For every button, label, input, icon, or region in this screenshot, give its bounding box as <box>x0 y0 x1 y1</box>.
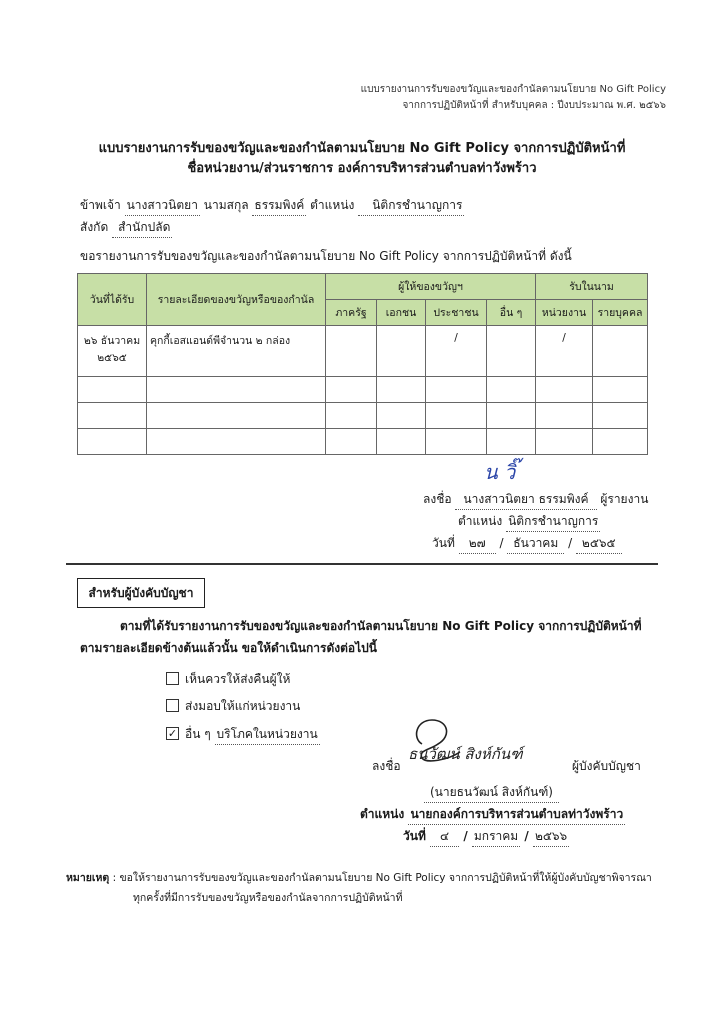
commander-date-line: วันที่ ๔ / มกราคม / ๒๕๖๖ <box>403 827 569 847</box>
sign-label: ลงชื่อ <box>423 492 452 506</box>
option-other[interactable] <box>166 725 320 745</box>
commander-text-line1: ตามที่ได้รับรายงานการรับของขวัญและของกำนัลตามนโยบาย No Gift Policy จากการปฏิบัติหน้าที่ <box>120 619 642 633</box>
sign-date-month: ธันวาคม <box>507 534 564 554</box>
commander-date-month: มกราคม <box>472 827 520 847</box>
header-government: ภาครัฐ <box>326 300 377 326</box>
commander-section-box: สำหรับผู้บังคับบัญชา <box>77 578 205 608</box>
option-return-checkbox[interactable] <box>166 672 179 685</box>
reporter-sign-name: นางสาวนิตยา ธรรมพิงค์ <box>455 490 596 510</box>
reporter-position: นิติกรชำนาญการ <box>358 196 464 216</box>
reporter-prefix: ข้าพเจ้า <box>80 198 121 212</box>
section-divider <box>66 563 658 565</box>
reporter-dept: สำนักปลัด <box>112 218 172 238</box>
agency-title: ชื่อหน่วยงาน/ส่วนราชการ องค์การบริหารส่วนตำบลท่าวังพร้าว <box>187 161 537 176</box>
report-statement: ขอรายงานการรับของขวัญและของกำนัลตามนโยบาย No Gift Policy จากการปฏิบัติหน้าที่ ดังนี้ <box>80 249 572 263</box>
commander-date-day: ๔ <box>430 827 459 847</box>
commander-sign-label: ลงชื่อ <box>372 759 401 773</box>
table-row-empty <box>78 429 648 455</box>
commander-position-label: ตำแหน่ง <box>360 807 405 821</box>
option-other-label: อื่น ๆ <box>185 727 211 741</box>
commander-signature: ธนวัฒน์ สิงห์กันฑ์ <box>408 745 523 763</box>
table-row-empty <box>78 377 648 403</box>
commander-date-year: ๒๕๖๖ <box>533 827 569 847</box>
dept-label: สังกัด <box>80 220 109 234</box>
row-mark-individual <box>593 326 648 377</box>
sign-date-year: ๒๕๖๕ <box>576 534 622 554</box>
header-public: ประชาชน <box>426 300 487 326</box>
commander-date-label: วันที่ <box>403 829 426 843</box>
row-mark-private <box>377 326 426 377</box>
commander-name-line <box>424 783 559 803</box>
reporter-position-line <box>458 512 600 532</box>
sign-position: นิติกรชำนาญการ <box>506 512 600 532</box>
option-return-label: เห็นควรให้ส่งคืนผู้ให้ <box>185 672 291 686</box>
table-row <box>78 326 648 377</box>
row-mark-government <box>326 326 377 377</box>
sign-date-day: ๒๗ <box>459 534 496 554</box>
form-reference-line2: จากการปฏิบัติหน้าที่ สำหรับบุคคล : ปีงบประมาณ พ.ศ. ๒๕๖๖ <box>402 100 666 111</box>
row-mark-public: / <box>426 326 487 377</box>
option-return[interactable] <box>166 670 290 689</box>
option-deliver[interactable] <box>166 697 300 716</box>
header-received-as: รับในนาม <box>536 274 648 300</box>
row-date <box>78 326 147 377</box>
header-other: อื่น ๆ <box>487 300 536 326</box>
note-line1 <box>66 869 652 886</box>
commander-text-line2: ตามรายละเอียดข้างต้นแล้วนั้น ขอให้ดำเนินการดังต่อไปนี้ <box>80 641 377 655</box>
row-date-year: ๒๕๖๕ <box>97 352 127 364</box>
option-deliver-label: ส่งมอบให้แก่หน่วยงาน <box>185 699 301 713</box>
row-date-day-month: ๒๖ ธันวาคม <box>83 335 141 347</box>
sign-date-label: วันที่ <box>432 536 455 550</box>
reporter-sign-line <box>423 490 648 510</box>
header-private: เอกชน <box>377 300 426 326</box>
reporter-surname: ธรรมพิงค์ <box>252 196 306 216</box>
commander-name: (นายธนวัฒน์ สิงห์กันฑ์) <box>424 783 559 803</box>
row-mark-agency: / <box>536 326 593 377</box>
reporter-line <box>80 196 464 216</box>
reporter-name: นางสาวนิตยา <box>125 196 200 216</box>
commander-position: นายกองค์การบริหารส่วนตำบลท่าวังพร้าว <box>408 805 625 825</box>
sign-position-label: ตำแหน่ง <box>458 514 503 528</box>
row-detail: คุกกี้เอสแอนด์พีจำนวน ๒ กล่อง <box>147 326 326 377</box>
commander-role: ผู้บังคับบัญชา <box>572 759 641 773</box>
option-other-checkbox[interactable]: ✓ <box>167 727 178 740</box>
note-label: หมายเหตุ <box>66 872 110 884</box>
header-date: วันที่ได้รับ <box>78 274 147 326</box>
reporter-role: ผู้รายงาน <box>600 492 649 506</box>
header-agency: หน่วยงาน <box>536 300 593 326</box>
form-reference-line1: แบบรายงานการรับของขวัญและของกำนัลตามนโยบาย No Gift Policy <box>360 84 666 95</box>
header-detail: รายละเอียดของขวัญหรือของกำนัล <box>147 274 326 326</box>
option-deliver-checkbox[interactable] <box>166 699 179 712</box>
dept-line <box>80 218 172 238</box>
document-title: แบบรายงานการรับของขวัญและของกำนัลตามนโยบาย No Gift Policy จากการปฏิบัติหน้าที่ <box>98 141 626 156</box>
table-row-empty <box>78 403 648 429</box>
commander-signature-flourish <box>408 714 468 766</box>
position-label: ตำแหน่ง <box>310 198 355 212</box>
row-mark-other <box>487 326 536 377</box>
surname-label: นามสกุล <box>203 198 249 212</box>
header-giver: ผู้ให้ของขวัญฯ <box>326 274 536 300</box>
note-text-1: : ขอให้รายงานการรับของขวัญและของกำนัลตามนโยบาย No Gift Policy จากการปฏิบัติหน้าที่ให้ผู้บังคับบัญชาพิจารณา <box>112 872 652 884</box>
commander-position-line <box>360 805 625 825</box>
reporter-date-line: วันที่ ๒๗ / ธันวาคม / ๒๕๖๕ <box>432 534 622 554</box>
header-individual: รายบุคคล <box>593 300 648 326</box>
option-other-detail: บริโภคในหน่วยงาน <box>215 725 320 745</box>
gift-table <box>77 273 648 455</box>
reporter-signature: น วิ๊ <box>484 460 516 484</box>
note-text-2: ทุกครั้งที่มีการรับของขวัญหรือของกำนัลจากการปฏิบัติหน้าที่ <box>133 892 403 904</box>
